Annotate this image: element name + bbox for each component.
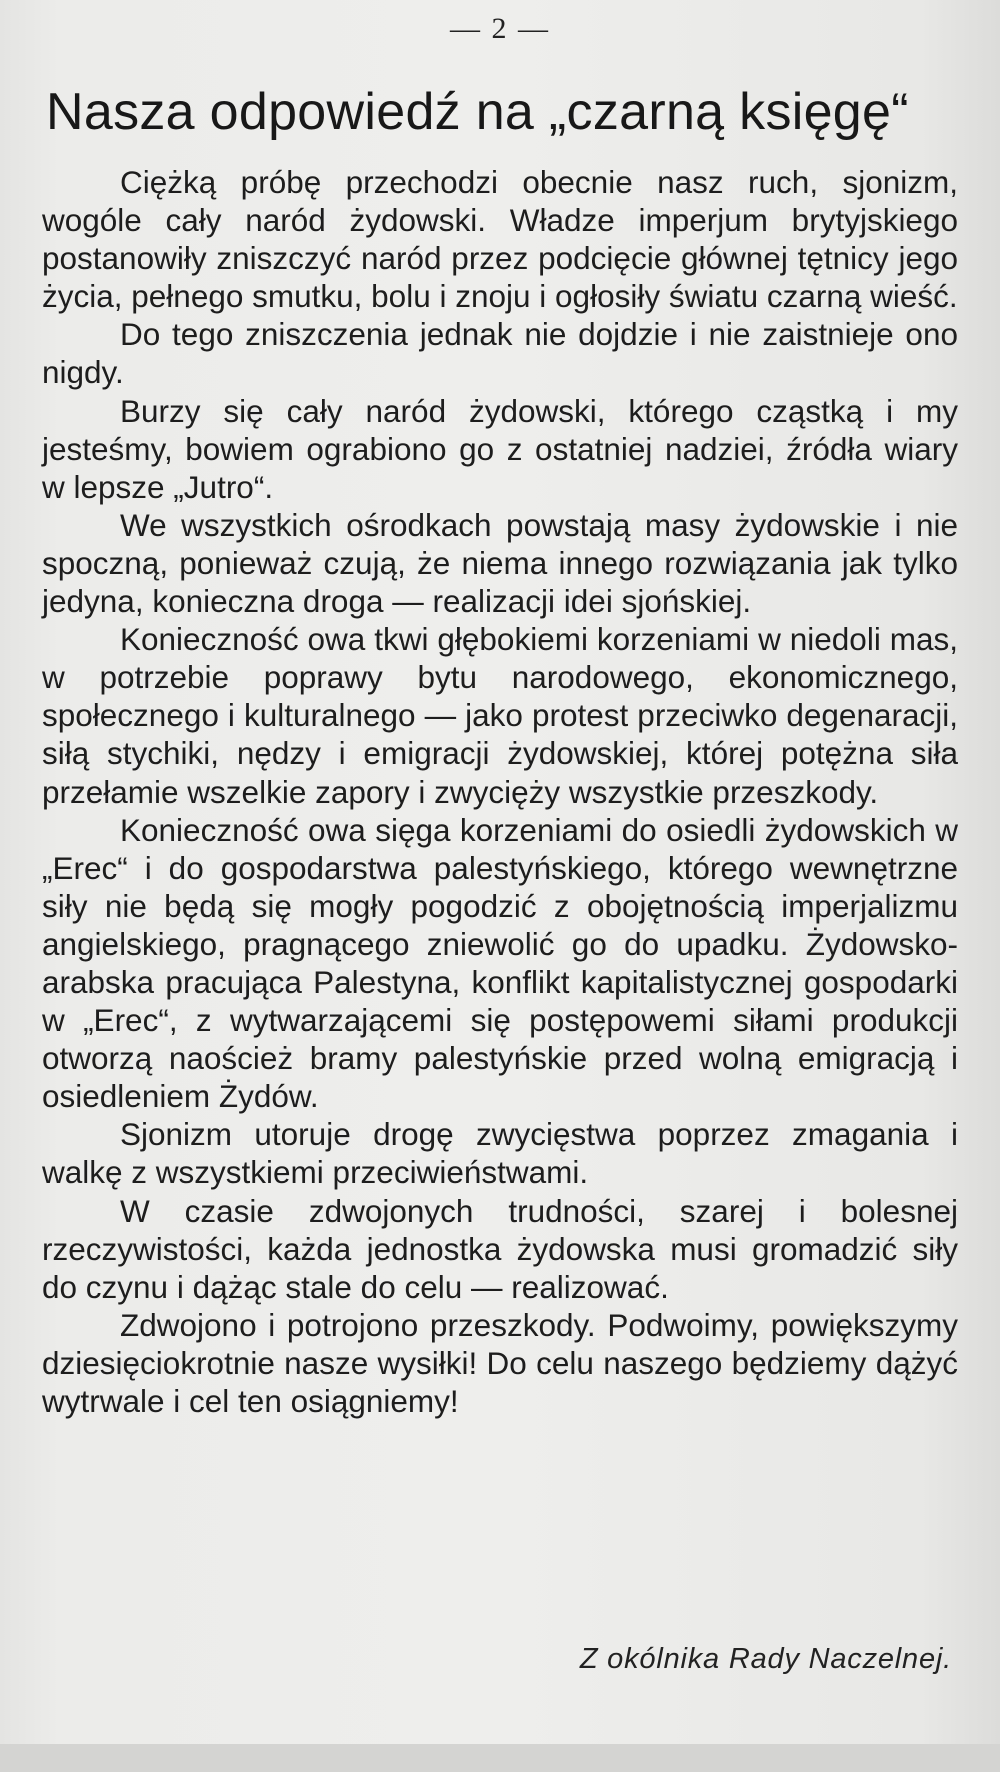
paragraph: Sjonizm utoruje drogę zwycięstwa poprzez zmagania i walkę z wszystkiemi przeciwieństwami. bbox=[42, 1116, 958, 1191]
signature: Z okólnika Rady Naczelnej. bbox=[579, 1643, 952, 1675]
paragraph: Zdwojono i potrojono przeszkody. Podwoimy, powiększymy dziesięciokrotnie nasze wysiłki! Do celu naszego będziemy dążyć wytrwale i cel ten osiągniemy! bbox=[42, 1306, 958, 1419]
paragraph: We wszystkich ośrodkach powstają masy żydowskie i nie spoczną, ponieważ czują, że niema innego rozwiązania jak tylko jedyna, konieczna droga — realizacji idei sjońskiej. bbox=[42, 506, 958, 620]
article-title: Nasza odpowiedź na „czarną księgę“ bbox=[46, 83, 909, 141]
paragraph: Konieczność owa tkwi głębokiemi korzeniami w niedoli mas, w potrzebie poprawy bytu narodowego, ekonomicznego, społecznego i kulturalnego — jako protest przeciwko degenaracji, siłą stychiki, nędzy i emigracji żydowskiej, której potężna siła przełamie wszelkie zapory i zwycięży wszystkie przeszkody. bbox=[42, 621, 958, 810]
paragraph: Do tego zniszczenia jednak nie dojdzie i nie zaistnieje ono nigdy. bbox=[42, 316, 958, 391]
article-body bbox=[42, 163, 958, 1420]
paragraph: W czasie zdwojonych trudności, szarej i bolesnej rzeczywistości, każda jednostka żydowska musi gromadzić siły do czynu i dążąc stale do celu — realizować. bbox=[42, 1192, 958, 1305]
paragraph: Konieczność owa sięga korzeniami do osiedli żydowskich w „Erec“ i do gospodarstwa palestyńskiego, którego wewnętrzne siły nie będą się mogły pogodzić z obojętnością imperjalizmu angielskiego, pragnącego zniewolić go do upadku. Żydowsko-arabska pracująca Palestyna, konflikt kapitalistycznej gospodarki w „Erec“, z wytwarzającemi się postępowemi siłami produkcji otworzą naoścież bramy palestyńskie przed wolną emigracją i osiedleniem Żydów. bbox=[42, 811, 958, 1115]
paragraph: Burzy się cały naród żydowski, którego cząstką i my jesteśmy, bowiem ograbiono go z ostatniej nadziei, źródła wiary w lepsze „Jutro“. bbox=[42, 392, 958, 505]
scan-bottom-edge bbox=[0, 1744, 1000, 1772]
paragraph: Ciężką próbę przechodzi obecnie nasz ruch, sjonizm, wogóle cały naród żydowski. Władze imperjum brytyjskiego postanowiły zniszczyć naród przez podcięcie głównej tętnicy jego życia, pełnego smutku, bolu i znoju i ogłosiły światu czarną wieść. bbox=[42, 164, 958, 315]
page-number: — 2 — bbox=[450, 12, 550, 45]
